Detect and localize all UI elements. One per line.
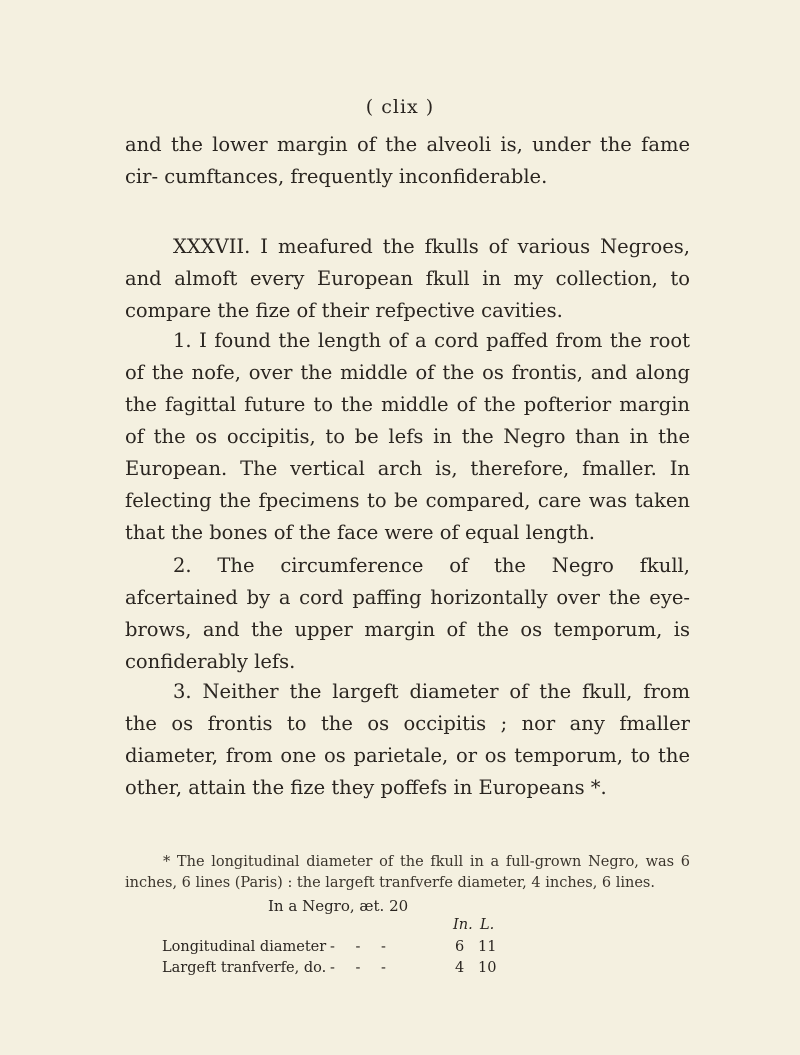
row-lines: 10 [478, 960, 497, 976]
footnote-subheading: In a Negro, æt. 20 [268, 897, 409, 915]
row-dots: - - - [330, 939, 394, 955]
footnote-col-inches: In. [453, 917, 473, 933]
paragraph-3: 3. Neither the largeft diameter of the fkull, from the os frontis to the os occipitis ; nor any fmaller diameter, from one os parietale, or os temporum, to the other, attain the fize they poffefs in Europeans *. [125, 680, 690, 799]
footnote-text: * The longitudinal diameter of the fkull in a full-grown Negro, was 6 inches, 6 lines (Paris) : the largeft tranfverfe diameter, 4 inches, 6 lines. [125, 854, 690, 891]
row-label: Longitudinal diameter [162, 939, 327, 955]
row-dots: - - - [330, 960, 394, 976]
row-inches: 4 [455, 960, 465, 976]
row-inches: 6 [455, 939, 465, 955]
paragraph-2: 2. The circumference of the Negro fkull, afcertained by a cord paffing horizontally over the eye-brows, and the upper margin of the os temporum, is confiderably lefs. [125, 554, 690, 673]
page-number: ( clix ) [365, 96, 435, 118]
row-label: Largeft tranfverfe, do. [162, 960, 327, 976]
row-lines: 11 [478, 939, 497, 955]
paragraph-1: 1. I found the length of a cord paffed from the root of the nofe, over the middle of the os frontis, and along the fagittal future to the middle of the pofterior margin of the os occipitis, to be lefs in the Negro than in the European. The vertical arch is, therefore, fmaller. In felecting the fpecimens to be compared, care was taken that the bones of the face were of equal length. [125, 329, 690, 544]
paragraph-xxxvii: XXXVII. I meafured the fkulls of various Negroes, and almoft every European fkull in my collection, to compare the fize of their refpective cavities. [125, 235, 690, 322]
paragraph-continuation: and the lower margin of the alveoli is, under the fame cir- cumftances, frequently inconfiderable. [125, 133, 690, 188]
footnote-col-lines: L. [480, 917, 495, 933]
